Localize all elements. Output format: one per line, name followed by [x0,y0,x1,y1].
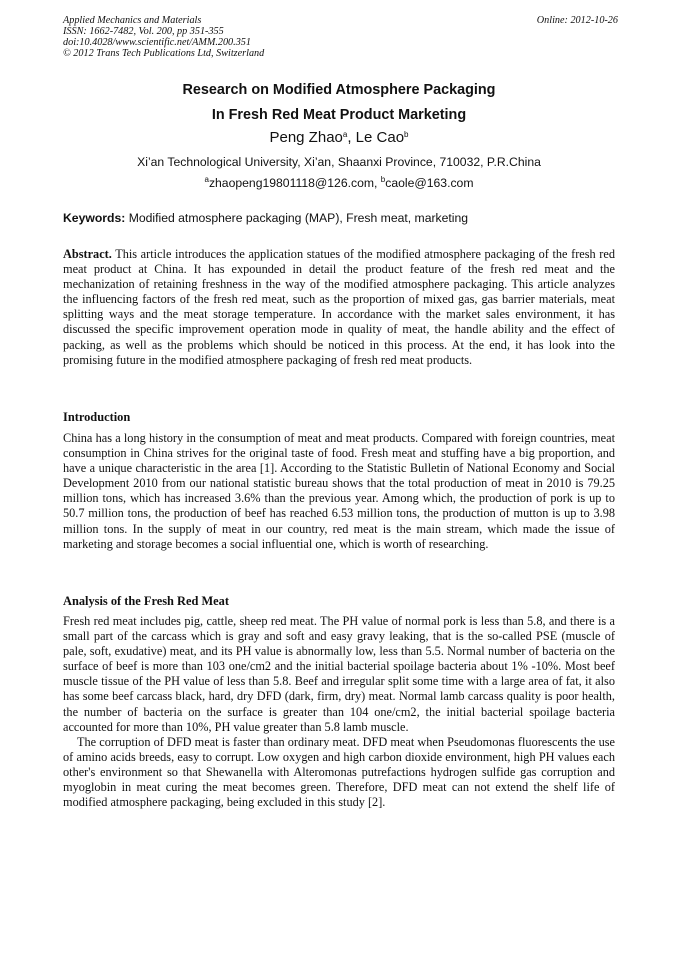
online-date: Online: 2012-10-26 [536,15,618,26]
journal-header [63,15,618,59]
body-paragraph: The corruption of DFD meat is faster than ordinary meat. DFD meat when Pseudomonas fluorescents the use of amino acids breeds, easy to corrupt. Low oxygen and high carbon dioxide environment, high PH values each other's environment so that Shewanella with Alteromonas putrefactions hydrogen sulfide gas corruption and myoglobin in meat curing the meat becomes green. Therefore, DFD meat can not extend the shelf life of modified atmosphere packaging, being excluded in this study [2]. [63,734,615,810]
abstract [63,247,615,368]
copyright-line: © 2012 Trans Tech Publications Ltd, Switzerland [63,48,265,59]
abstract-text: This article introduces the application statues of the modified atmosphere packaging of the fresh red meat product at China. It has expounded in detail the product feature of the fresh red meat and the mechanization of retaining freshness in the way of the modified atmosphere packaging. This article analyzes the influencing factors of the fresh red meat, such as the proportion of mixed gas, gas barrier materials, meat splitting ways and the meat storage temperature. In accordance with the market sales environment, it has discussed the specific improvement operation mode in quality of meat, the handle ability and the effect of packing, as well as the problems which should be noticed in this process. At the end, it has look into the promising future in the modified atmosphere packaging of fresh red meat products. [63,247,615,367]
author-list [40,129,638,146]
section-heading: Introduction [63,410,131,424]
author-separator: , [347,129,356,146]
author-affil-mark: b [404,130,409,139]
email-mark: b [380,175,386,184]
affiliation: Xi’an Technological University, Xi’an, Shaanxi Province, 710032, P.R.China [137,155,541,169]
author-affil-mark: a [342,130,348,139]
journal-name: Applied Mechanics and Materials [63,15,202,26]
email-address: zhaopeng19801118@126.com, [208,176,381,190]
paper-title-line-1: Research on Modified Atmosphere Packaging [182,82,496,98]
analysis-section [63,614,615,810]
body-paragraph: Fresh red meat includes pig, cattle, sheep red meat. The PH value of normal pork is less than 5.8, and there is a small part of the carcass which is gray and soft and easy gravy leaking, that is the so-called PSE (muscle of pale, soft, exudative) meat, and its PH value is abnormally low, less than 5.5. Normal number of bacteria on the surface of beef is more than 103 one/cm2 and the initial bacterial spoilage bacteria about 1% -10%. Most beef muscle tissue of the PH value of less than 5.8. Beef and irregular split some time with a large area of fat, it also has some beef carcass black, hard, dry DFD (dark, firm, dry) meat. Normal lamb carcass quality is poor health, the number of bacteria on the surface is greater than 104 one/cm2, the initial bacterial spoilage bacteria accounted for more than 10%, PH value greater than 5.8 lamb muscle. [63,614,615,734]
email-mark: a [204,175,209,184]
keywords-label: Keywords: [63,211,126,225]
introduction-paragraph: China has a long history in the consumption of meat and meat products. Compared with foreign countries, meat consumption in China strives for the original taste of food. Fresh meat and stuffing have a big proportion, and have a unique characteristic in the area [1]. According to the Statistic Bulletin of National Economy and Social Development 2010 from our national statistic bureau shows that the total production of meat in 2010 is 79.25 million tons, which has increased 3.6% than the previous year. Among which, the production of pork is up to 50.7 million tons, the production of beef has reached 6.53 million tons, the production of mutton is up to 3.98 million tons. In the supply of meat in our country, red meat is the main stream, which made the issue of marketing and storage becomes a social influential one, which is worth of researching. [63,431,615,551]
doi-line: doi:10.4028/www.scientific.net/AMM.200.351 [63,37,251,48]
author-name: Le Cao [355,129,405,146]
author-emails [40,176,638,190]
keywords-text: Modified atmosphere packaging (MAP), Fresh meat, marketing [125,211,469,225]
email-address: caole@163.com [385,176,474,190]
section-heading: Analysis of the Fresh Red Meat [63,594,229,608]
author-name: Peng Zhao [269,129,343,146]
paper-title-line-2: In Fresh Red Meat Product Marketing [211,107,467,123]
abstract-label: Abstract. [63,247,112,261]
keywords [63,211,618,225]
issn-line: ISSN: 1662-7482, Vol. 200, pp 351-355 [63,26,224,37]
